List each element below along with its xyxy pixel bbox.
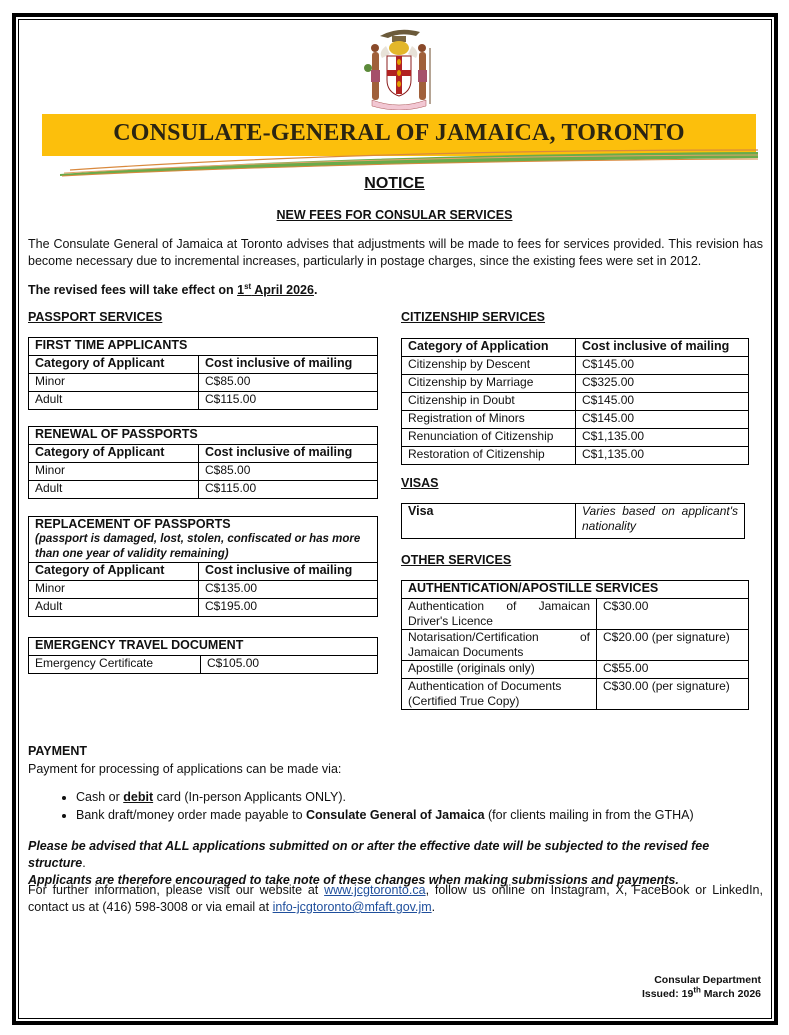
other-services-heading: OTHER SERVICES [401,553,512,567]
payment-method-item [76,788,776,806]
service-line-1: Authentication of Jamaican [408,599,590,613]
table-row [29,599,378,617]
payment-heading: PAYMENT [28,744,88,758]
consulate-title: CONSULATE-GENERAL OF JAMAICA, TORONTO [113,120,685,146]
service-cell: Apostille (originals only) [402,661,597,679]
table-row [402,375,749,393]
cost-cell: C$1,135.00 [576,429,749,447]
column-header-category: Category of Applicant [29,563,199,581]
contact-paragraph [28,882,763,916]
table-title: EMERGENCY TRAVEL DOCUMENT [29,638,378,656]
table-title: AUTHENTICATION/APOSTILLE SERVICES [402,581,749,599]
item-emphasis: debit [123,790,154,804]
effective-day: 1 [237,283,245,297]
service-cell [402,679,597,710]
item-text: (for clients mailing in from the GTHA) [484,808,694,822]
intro-paragraph: The Consulate General of Jamaica at Toronto advises that adjustments will be made to fees for services provided. This revision has become necessary due to incremental increases, particularly in postage charges, since the existing fees were set in 2012. [28,237,763,268]
item-emphasis: Consulate General of Jamaica [306,808,485,822]
table-row [402,393,749,411]
table-row [29,581,378,599]
table-row [29,392,378,410]
issued-month-year: March 2026 [700,988,761,1000]
replacement-note: (passport is damaged, lost, stolen, confiscated or has more than one year of validity remaining) [35,533,361,560]
effective-date-statement [28,283,317,297]
jamaica-coat-of-arms-icon [358,24,440,110]
visas-table [401,503,745,539]
banner-swoosh-decoration [60,148,760,178]
visa-cost-cell: Varies based on applicant's nationality [576,504,745,539]
cost-cell: C$145.00 [576,393,749,411]
effective-period: . [313,283,318,297]
service-line-1: Notarisation/Certification of [408,630,590,644]
category-cell: Citizenship by Marriage [402,375,576,393]
cost-cell: C$325.00 [576,375,749,393]
advisory-line-2: Applicants are therefore encouraged to take note of these changes when making submissions and payments. [28,873,679,887]
item-text: Cash or [76,790,124,804]
payment-methods-list [28,788,776,824]
table-title [29,517,378,563]
visa-label-cell: Visa [402,504,576,539]
category-cell: Citizenship by Descent [402,357,576,375]
category-cell: Registration of Minors [402,411,576,429]
table-row [29,374,378,392]
website-link[interactable]: www.jcgtoronto.ca [324,883,426,897]
effective-date [237,283,314,297]
column-header-category: Category of Application [402,339,576,357]
category-cell: Citizenship in Doubt [402,393,576,411]
service-line-1: Authentication of Documents [408,679,562,693]
payment-method-item [76,806,776,824]
cost-cell: C$145.00 [576,357,749,375]
category-cell: Adult [29,599,199,617]
citizenship-services-heading: CITIZENSHIP SERVICES [401,310,546,324]
notice-subtitle: NEW FEES FOR CONSULAR SERVICES [276,208,513,222]
category-cell: Restoration of Citizenship [402,447,576,465]
contact-text: , follow us online on Instagram, X, FaceBook or LinkedIn, contact us at (416) 598-3008 or via email at [28,883,763,914]
table-row [29,481,378,499]
column-header-cost: Cost inclusive of mailing [199,356,378,374]
citizenship-services-table [401,338,749,465]
cost-cell: C$145.00 [576,411,749,429]
cost-cell: C$195.00 [199,599,378,617]
column-header-cost: Cost inclusive of mailing [199,563,378,581]
table-row [402,599,749,630]
table-row [402,357,749,375]
category-cell: Renunciation of Citizenship [402,429,576,447]
contact-text: For further information, please visit our website at [28,883,325,897]
cost-cell: C$105.00 [201,656,378,674]
table-row [402,661,749,679]
contact-text: . [431,900,436,914]
cost-cell: C$85.00 [199,374,378,392]
table-row [402,429,749,447]
table-row [402,630,749,661]
service-cell [402,630,597,661]
table-row [29,463,378,481]
table-row [29,656,378,674]
table-row [402,411,749,429]
cost-cell: C$115.00 [199,481,378,499]
first-time-applicants-table [28,337,378,410]
column-header-cost: Cost inclusive of mailing [199,445,378,463]
category-cell: Adult [29,392,199,410]
service-line-2: Jamaican Documents [408,645,524,659]
cost-cell: C$85.00 [199,463,378,481]
effective-prefix: The revised fees will take effect on [28,283,238,297]
item-text: card (In-person Applicants ONLY). [153,790,347,804]
footer-signature [642,973,761,1001]
issued-prefix: Issued: 19 [641,988,694,1000]
passport-services-heading: PASSPORT SERVICES [28,310,163,324]
cost-cell: C$30.00 [597,599,749,630]
authentication-apostille-table [401,580,749,710]
category-cell: Adult [29,481,199,499]
column-header-category: Category of Applicant [29,445,199,463]
effective-month-year: April 2026 [251,283,314,297]
service-line-2: (Certified True Copy) [408,694,520,708]
payment-intro: Payment for processing of applications can be made via: [28,762,342,776]
category-cell: Minor [29,463,199,481]
table-row [402,679,749,710]
email-link[interactable]: info-jcgtoronto@mfaft.gov.jm [272,900,432,914]
replacement-of-passports-table [28,516,378,617]
table-row [402,447,749,465]
table-title: RENEWAL OF PASSPORTS [29,427,378,445]
table-title: FIRST TIME APPLICANTS [29,338,378,356]
service-line-2: Driver's Licence [408,614,493,628]
cost-cell: C$55.00 [597,661,749,679]
category-cell: Minor [29,581,199,599]
renewal-of-passports-table [28,426,378,499]
item-text: Bank draft/money order made payable to [76,808,306,822]
column-header-cost: Cost inclusive of mailing [576,339,749,357]
effective-day-suffix: st [244,281,252,291]
department-name: Consular Department [654,974,761,986]
cost-cell: C$20.00 (per signature) [597,630,749,661]
table-row [402,504,745,539]
emergency-travel-document-table [28,637,378,674]
issued-date [642,987,761,1001]
cost-cell: C$1,135.00 [576,447,749,465]
cost-cell: C$30.00 (per signature) [597,679,749,710]
issued-day-suffix: th [693,985,701,995]
service-cell [402,599,597,630]
cost-cell: C$135.00 [199,581,378,599]
notice-heading: NOTICE [364,175,425,192]
replacement-title: REPLACEMENT OF PASSPORTS [35,517,231,531]
column-header-category: Category of Applicant [29,356,199,374]
cost-cell: C$115.00 [199,392,378,410]
visas-heading: VISAS [401,476,439,490]
category-cell: Emergency Certificate [29,656,201,674]
advisory-line-1: Please be advised that ALL applications submitted on or after the effective date will be subjected to the revised fee structure [28,839,710,870]
category-cell: Minor [29,374,199,392]
advisory-period: . [82,856,86,870]
